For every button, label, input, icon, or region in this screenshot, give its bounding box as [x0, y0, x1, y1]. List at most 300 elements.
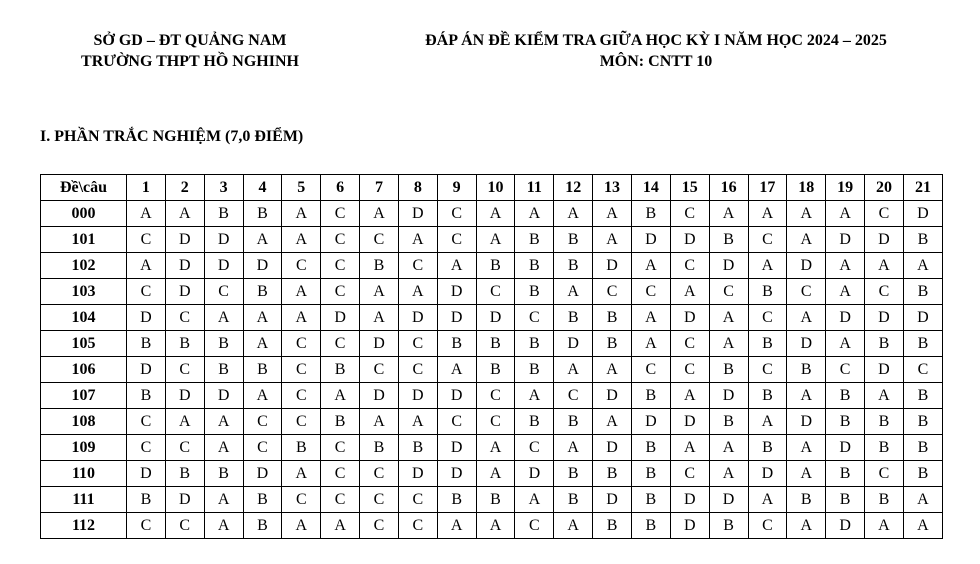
answer-cell: B	[826, 487, 865, 513]
answer-cell: D	[437, 461, 476, 487]
answer-cell: C	[748, 513, 787, 539]
answer-cell: A	[787, 201, 826, 227]
exam-code-cell: 105	[41, 331, 127, 357]
answer-cell: B	[787, 487, 826, 513]
answer-cell: C	[865, 461, 904, 487]
answer-cell: A	[282, 201, 321, 227]
answer-cell: A	[670, 279, 709, 305]
answer-cell: C	[631, 357, 670, 383]
answer-cell: C	[321, 331, 360, 357]
answer-cell: A	[865, 253, 904, 279]
answer-cell: C	[321, 461, 360, 487]
answer-cell: A	[670, 383, 709, 409]
answer-cell: B	[243, 487, 282, 513]
answer-cell: D	[398, 305, 437, 331]
answer-cell: B	[243, 201, 282, 227]
answer-cell: D	[826, 513, 865, 539]
answer-cell: D	[243, 461, 282, 487]
answer-cell: C	[165, 513, 204, 539]
column-header: 18	[787, 175, 826, 201]
answer-cell: D	[398, 201, 437, 227]
answer-cell: B	[826, 383, 865, 409]
answer-cell: C	[360, 461, 399, 487]
answer-cell: A	[515, 487, 554, 513]
table-row	[41, 279, 943, 305]
table-row	[41, 435, 943, 461]
answer-cell: C	[476, 409, 515, 435]
column-header: 11	[515, 175, 554, 201]
answer-cell: B	[903, 331, 942, 357]
answer-cell: A	[554, 201, 593, 227]
answer-cell: A	[476, 461, 515, 487]
answer-cell: B	[593, 461, 632, 487]
answer-cell: B	[903, 409, 942, 435]
answer-cell: A	[127, 253, 166, 279]
answer-cell: A	[709, 435, 748, 461]
answer-cell: D	[631, 409, 670, 435]
answer-cell: B	[321, 409, 360, 435]
table-row	[41, 227, 943, 253]
answer-cell: D	[709, 253, 748, 279]
answer-cell: B	[476, 253, 515, 279]
answer-cell: B	[515, 357, 554, 383]
column-header: 3	[204, 175, 243, 201]
answer-cell: D	[360, 383, 399, 409]
table-row	[41, 461, 943, 487]
answer-cell: B	[360, 435, 399, 461]
section-title: I. PHẦN TRẮC NGHIỆM (7,0 ĐIỂM)	[40, 128, 304, 145]
answer-cell: D	[165, 227, 204, 253]
exam-code-cell: 102	[41, 253, 127, 279]
answer-cell: C	[321, 201, 360, 227]
answer-cell: C	[204, 279, 243, 305]
column-header: 21	[903, 175, 942, 201]
answer-cell: A	[398, 279, 437, 305]
answer-cell: C	[437, 201, 476, 227]
answer-cell: A	[748, 409, 787, 435]
answer-key-table	[40, 174, 943, 539]
answer-cell: C	[398, 253, 437, 279]
answer-cell: A	[437, 357, 476, 383]
column-header: 10	[476, 175, 515, 201]
answer-cell: B	[631, 487, 670, 513]
answer-cell: C	[437, 409, 476, 435]
answer-cell: A	[748, 201, 787, 227]
answer-cell: B	[593, 331, 632, 357]
answer-cell: D	[903, 305, 942, 331]
answer-cell: A	[787, 383, 826, 409]
answer-cell: C	[865, 201, 904, 227]
answer-cell: C	[670, 357, 709, 383]
answer-cell: A	[787, 461, 826, 487]
answer-cell: C	[826, 357, 865, 383]
answer-cell: B	[476, 487, 515, 513]
answer-cell: C	[360, 227, 399, 253]
answer-cell: A	[476, 201, 515, 227]
answer-cell: A	[282, 279, 321, 305]
table-header-row	[41, 175, 943, 201]
answer-cell: B	[554, 305, 593, 331]
answer-cell: B	[865, 435, 904, 461]
answer-cell: A	[282, 305, 321, 331]
answer-cell: C	[127, 409, 166, 435]
column-header: 14	[631, 175, 670, 201]
answer-cell: D	[787, 331, 826, 357]
exam-code-cell: 104	[41, 305, 127, 331]
answer-cell: D	[865, 357, 904, 383]
table-row	[41, 253, 943, 279]
answer-cell: C	[165, 305, 204, 331]
answer-cell: D	[748, 461, 787, 487]
answer-cell: D	[515, 461, 554, 487]
answer-cell: D	[593, 383, 632, 409]
answer-cell: B	[243, 279, 282, 305]
answer-cell: B	[865, 331, 904, 357]
table-row	[41, 305, 943, 331]
table-row	[41, 383, 943, 409]
answer-cell: B	[243, 357, 282, 383]
answer-cell: D	[165, 487, 204, 513]
answer-cell: D	[127, 461, 166, 487]
answer-cell: A	[593, 201, 632, 227]
answer-cell: D	[360, 331, 399, 357]
answer-cell: A	[748, 487, 787, 513]
exam-code-cell: 109	[41, 435, 127, 461]
answer-cell: B	[903, 383, 942, 409]
answer-cell: A	[476, 227, 515, 253]
answer-cell: C	[398, 487, 437, 513]
answer-cell: A	[787, 305, 826, 331]
answer-cell: B	[748, 383, 787, 409]
answer-cell: A	[398, 227, 437, 253]
column-header: 4	[243, 175, 282, 201]
answer-cell: A	[360, 409, 399, 435]
answer-cell: D	[709, 487, 748, 513]
answer-cell: C	[903, 357, 942, 383]
answer-cell: A	[748, 253, 787, 279]
school-header	[40, 30, 340, 72]
answer-cell: B	[515, 409, 554, 435]
answer-cell: A	[554, 279, 593, 305]
answer-cell: D	[826, 305, 865, 331]
department-name: SỞ GD – ĐT QUẢNG NAM	[93, 32, 287, 49]
answer-cell: D	[903, 201, 942, 227]
school-name: TRƯỜNG THPT HỒ NGHINH	[81, 53, 299, 70]
answer-cell: C	[748, 357, 787, 383]
answer-cell: A	[515, 383, 554, 409]
answer-cell: C	[360, 487, 399, 513]
answer-cell: A	[360, 279, 399, 305]
table-row	[41, 331, 943, 357]
answer-cell: A	[554, 357, 593, 383]
answer-cell: A	[476, 513, 515, 539]
column-header: 5	[282, 175, 321, 201]
exam-code-cell: 111	[41, 487, 127, 513]
answer-cell: C	[127, 435, 166, 461]
column-header: 7	[360, 175, 399, 201]
answer-cell: B	[826, 461, 865, 487]
answer-cell: D	[826, 435, 865, 461]
answer-cell: D	[243, 253, 282, 279]
answer-cell: B	[243, 513, 282, 539]
answer-cell: C	[593, 279, 632, 305]
column-header: 8	[398, 175, 437, 201]
answer-cell: B	[165, 331, 204, 357]
answer-cell: B	[593, 513, 632, 539]
answer-cell: A	[243, 305, 282, 331]
answer-cell: B	[437, 487, 476, 513]
answer-cell: C	[515, 305, 554, 331]
answer-cell: C	[321, 227, 360, 253]
answer-cell: D	[437, 279, 476, 305]
table-row	[41, 409, 943, 435]
exam-code-cell: 107	[41, 383, 127, 409]
column-header: 1	[127, 175, 166, 201]
answer-cell: B	[515, 227, 554, 253]
answer-cell: B	[631, 461, 670, 487]
column-header: 15	[670, 175, 709, 201]
answer-cell: D	[165, 279, 204, 305]
answer-cell: D	[204, 383, 243, 409]
answer-cell: C	[282, 253, 321, 279]
answer-cell: A	[204, 435, 243, 461]
answer-cell: B	[204, 461, 243, 487]
answer-cell: D	[437, 383, 476, 409]
answer-cell: A	[670, 435, 709, 461]
exam-code-cell: 000	[41, 201, 127, 227]
answer-cell: A	[282, 461, 321, 487]
exam-code-cell: 112	[41, 513, 127, 539]
answer-cell: C	[748, 305, 787, 331]
exam-code-cell: 110	[41, 461, 127, 487]
answer-cell: C	[282, 487, 321, 513]
answer-cell: D	[670, 487, 709, 513]
answer-cell: D	[865, 227, 904, 253]
answer-cell: B	[748, 279, 787, 305]
answer-cell: D	[865, 305, 904, 331]
answer-cell: A	[321, 383, 360, 409]
answer-cell: A	[865, 383, 904, 409]
answer-cell: A	[204, 487, 243, 513]
answer-cell: C	[748, 227, 787, 253]
exam-code-cell: 108	[41, 409, 127, 435]
answer-cell: B	[515, 279, 554, 305]
answer-cell: A	[826, 279, 865, 305]
answer-cell: C	[282, 409, 321, 435]
column-header: 20	[865, 175, 904, 201]
column-header: 6	[321, 175, 360, 201]
answer-cell: D	[204, 253, 243, 279]
answer-cell: C	[515, 513, 554, 539]
answer-cell: A	[282, 227, 321, 253]
exam-title: ĐÁP ÁN ĐỀ KIỂM TRA GIỮA HỌC KỲ I NĂM HỌC 2024 – 2025	[425, 32, 887, 49]
answer-cell: D	[437, 435, 476, 461]
answer-cell: A	[204, 513, 243, 539]
answer-cell: C	[282, 331, 321, 357]
answer-cell: D	[787, 409, 826, 435]
answer-cell: A	[631, 305, 670, 331]
answer-cell: C	[282, 357, 321, 383]
answer-cell: C	[437, 227, 476, 253]
answer-cell: A	[709, 461, 748, 487]
answer-cell: C	[865, 279, 904, 305]
answer-cell: B	[903, 227, 942, 253]
answer-cell: B	[748, 331, 787, 357]
answer-cell: C	[670, 331, 709, 357]
answer-cell: D	[204, 227, 243, 253]
answer-cell: B	[127, 331, 166, 357]
answer-cell: C	[127, 513, 166, 539]
answer-cell: B	[865, 487, 904, 513]
answer-cell: A	[282, 513, 321, 539]
answer-cell: D	[670, 227, 709, 253]
answer-cell: C	[398, 331, 437, 357]
answer-cell: D	[398, 383, 437, 409]
answer-cell: B	[554, 487, 593, 513]
answer-cell: C	[554, 383, 593, 409]
answer-cell: C	[321, 487, 360, 513]
answer-cell: A	[554, 435, 593, 461]
answer-cell: B	[593, 305, 632, 331]
answer-cell: B	[903, 279, 942, 305]
column-header: 2	[165, 175, 204, 201]
answer-cell: C	[127, 279, 166, 305]
column-header: 19	[826, 175, 865, 201]
answer-cell: A	[787, 435, 826, 461]
answer-cell: C	[321, 253, 360, 279]
column-header: 13	[593, 175, 632, 201]
answer-cell: B	[127, 383, 166, 409]
answer-cell: B	[709, 409, 748, 435]
answer-cell: D	[593, 487, 632, 513]
answer-cell: B	[476, 331, 515, 357]
answer-cell: D	[670, 513, 709, 539]
answer-cell: B	[204, 331, 243, 357]
answer-cell: A	[593, 227, 632, 253]
answer-cell: A	[865, 513, 904, 539]
answer-cell: B	[631, 201, 670, 227]
column-header: 9	[437, 175, 476, 201]
exam-code-cell: 103	[41, 279, 127, 305]
answer-cell: B	[360, 253, 399, 279]
answer-cell: A	[437, 513, 476, 539]
answer-cell: D	[554, 331, 593, 357]
answer-cell: B	[826, 409, 865, 435]
answer-cell: C	[360, 357, 399, 383]
answer-cell: D	[787, 253, 826, 279]
table-row	[41, 201, 943, 227]
answer-cell: D	[127, 357, 166, 383]
answer-cell: C	[476, 383, 515, 409]
answer-cell: C	[631, 279, 670, 305]
answer-cell: B	[903, 461, 942, 487]
answer-cell: A	[903, 513, 942, 539]
corner-header: Đề\câu	[41, 175, 127, 201]
answer-cell: B	[903, 435, 942, 461]
answer-cell: B	[127, 487, 166, 513]
answer-cell: B	[554, 409, 593, 435]
answer-cell: D	[476, 305, 515, 331]
answer-cell: C	[360, 513, 399, 539]
answer-cell: B	[515, 331, 554, 357]
answer-cell: D	[398, 461, 437, 487]
column-header: 16	[709, 175, 748, 201]
answer-cell: D	[631, 227, 670, 253]
answer-cell: C	[787, 279, 826, 305]
answer-cell: B	[515, 253, 554, 279]
answer-cell: C	[709, 279, 748, 305]
answer-cell: A	[903, 487, 942, 513]
answer-cell: B	[554, 253, 593, 279]
answer-cell: C	[243, 435, 282, 461]
answer-cell: B	[709, 227, 748, 253]
answer-cell: B	[554, 227, 593, 253]
answer-cell: C	[165, 435, 204, 461]
answer-cell: D	[165, 383, 204, 409]
answer-cell: B	[321, 357, 360, 383]
answer-cell: D	[670, 305, 709, 331]
answer-cell: D	[593, 435, 632, 461]
answer-cell: C	[670, 201, 709, 227]
table-body	[41, 201, 943, 539]
answer-cell: D	[670, 409, 709, 435]
answer-cell: C	[398, 513, 437, 539]
answer-cell: C	[476, 279, 515, 305]
answer-cell: B	[631, 383, 670, 409]
answer-cell: A	[398, 409, 437, 435]
answer-cell: D	[165, 253, 204, 279]
answer-cell: A	[554, 513, 593, 539]
answer-cell: B	[709, 357, 748, 383]
answer-cell: A	[709, 331, 748, 357]
answer-cell: A	[204, 305, 243, 331]
answer-cell: A	[165, 201, 204, 227]
table-row	[41, 487, 943, 513]
answer-cell: B	[554, 461, 593, 487]
answer-cell: D	[826, 227, 865, 253]
answer-cell: B	[631, 513, 670, 539]
answer-cell: A	[204, 409, 243, 435]
answer-cell: B	[398, 435, 437, 461]
answer-cell: A	[631, 253, 670, 279]
answer-cell: D	[437, 305, 476, 331]
answer-cell: A	[787, 513, 826, 539]
exam-code-cell: 101	[41, 227, 127, 253]
answer-cell: A	[360, 305, 399, 331]
answer-cell: A	[709, 305, 748, 331]
answer-cell: C	[398, 357, 437, 383]
answer-cell: B	[865, 409, 904, 435]
answer-cell: B	[204, 357, 243, 383]
answer-cell: A	[593, 357, 632, 383]
answer-cell: C	[127, 227, 166, 253]
answer-cell: A	[360, 201, 399, 227]
answer-cell: B	[787, 357, 826, 383]
answer-cell: B	[437, 331, 476, 357]
answer-cell: A	[787, 227, 826, 253]
answer-cell: C	[321, 435, 360, 461]
answer-cell: B	[204, 201, 243, 227]
column-header: 12	[554, 175, 593, 201]
subject-title: MÔN: CNTT 10	[599, 53, 713, 70]
answer-cell: A	[476, 435, 515, 461]
answer-cell: A	[593, 409, 632, 435]
answer-cell: A	[826, 201, 865, 227]
answer-cell: A	[127, 201, 166, 227]
answer-cell: A	[437, 253, 476, 279]
answer-cell: A	[243, 227, 282, 253]
answer-cell: C	[243, 409, 282, 435]
